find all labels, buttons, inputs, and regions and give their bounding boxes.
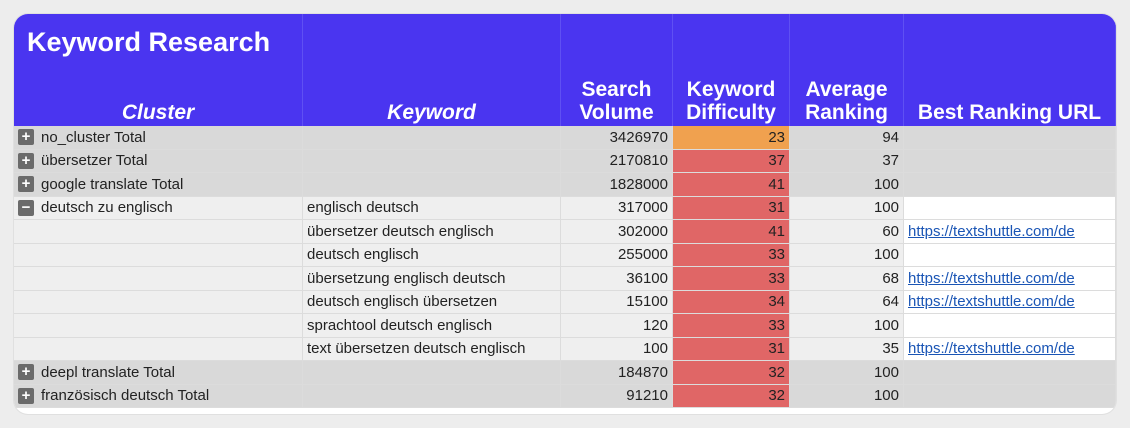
cluster-cell[interactable] <box>14 173 303 197</box>
best-ranking-url-cell[interactable] <box>904 314 1116 338</box>
keyword-cell[interactable] <box>303 150 561 174</box>
header-kd-line1: Keyword <box>686 78 776 101</box>
cluster-cell[interactable] <box>14 150 303 174</box>
cluster-cell[interactable] <box>14 385 303 409</box>
keyword-table <box>14 14 1116 408</box>
average-ranking-cell[interactable]: 68 <box>790 267 904 291</box>
expand-group-icon[interactable]: + <box>18 176 34 192</box>
header-search-volume-line2: Volume <box>579 101 654 124</box>
best-ranking-url-cell[interactable] <box>904 126 1116 150</box>
keyword-difficulty-cell[interactable]: 33 <box>673 314 790 338</box>
spreadsheet-frame <box>14 14 1116 414</box>
best-ranking-url-link[interactable]: https://textshuttle.com/de <box>908 222 1075 240</box>
header-avg-line2: Ranking <box>805 101 888 124</box>
keyword-difficulty-cell[interactable]: 31 <box>673 197 790 221</box>
cluster-cell[interactable] <box>14 126 303 150</box>
keyword-difficulty-cell[interactable]: 32 <box>673 361 790 385</box>
average-ranking-cell[interactable]: 100 <box>790 361 904 385</box>
keyword-difficulty-cell[interactable]: 33 <box>673 244 790 268</box>
expand-group-icon[interactable]: + <box>18 129 34 145</box>
best-ranking-url-cell[interactable] <box>904 197 1116 221</box>
best-ranking-url-cell[interactable] <box>904 150 1116 174</box>
keyword-cell[interactable] <box>303 126 561 150</box>
average-ranking-cell[interactable]: 60 <box>790 220 904 244</box>
best-ranking-url-cell[interactable] <box>904 220 1116 244</box>
cluster-label: deepl translate Total <box>41 363 175 381</box>
cluster-label: deutsch zu englisch <box>41 199 173 217</box>
search-volume-cell[interactable]: 3426970 <box>561 126 673 150</box>
sheet-title: Keyword Research <box>14 14 303 70</box>
header-blank <box>561 14 673 70</box>
cluster-cell[interactable] <box>14 197 303 221</box>
cluster-label: französisch deutsch Total <box>41 387 210 405</box>
best-ranking-url-cell[interactable] <box>904 267 1116 291</box>
header-search-volume[interactable] <box>561 70 673 126</box>
keyword-cell[interactable] <box>303 173 561 197</box>
best-ranking-url-link[interactable]: https://textshuttle.com/de <box>908 269 1075 287</box>
expand-group-icon[interactable]: + <box>18 153 34 169</box>
keyword-difficulty-cell[interactable]: 34 <box>673 291 790 315</box>
search-volume-cell[interactable]: 1828000 <box>561 173 673 197</box>
keyword-difficulty-cell[interactable]: 31 <box>673 338 790 362</box>
average-ranking-cell[interactable]: 94 <box>790 126 904 150</box>
header-kd-line2: Difficulty <box>686 101 776 124</box>
header-blank <box>673 14 790 70</box>
search-volume-cell[interactable]: 15100 <box>561 291 673 315</box>
cluster-cell[interactable] <box>14 267 303 291</box>
header-blank <box>303 14 561 70</box>
keyword-cell[interactable]: deutsch englisch <box>303 244 561 268</box>
keyword-cell[interactable]: text übersetzen deutsch englisch <box>303 338 561 362</box>
best-ranking-url-cell[interactable] <box>904 385 1116 409</box>
keyword-cell[interactable]: sprachtool deutsch englisch <box>303 314 561 338</box>
average-ranking-cell[interactable]: 100 <box>790 314 904 338</box>
search-volume-cell[interactable]: 120 <box>561 314 673 338</box>
keyword-difficulty-cell[interactable]: 41 <box>673 173 790 197</box>
keyword-cell[interactable] <box>303 385 561 409</box>
best-ranking-url-link[interactable]: https://textshuttle.com/de <box>908 340 1075 358</box>
best-ranking-url-link[interactable]: https://textshuttle.com/de <box>908 293 1075 311</box>
best-ranking-url-cell[interactable] <box>904 361 1116 385</box>
average-ranking-cell[interactable]: 100 <box>790 197 904 221</box>
collapse-group-icon[interactable]: − <box>18 200 34 216</box>
header-keyword-difficulty[interactable] <box>673 70 790 126</box>
keyword-difficulty-cell[interactable]: 23 <box>673 126 790 150</box>
keyword-cell[interactable]: übersetzung englisch deutsch <box>303 267 561 291</box>
header-search-volume-line1: Search <box>581 78 652 101</box>
cluster-cell[interactable] <box>14 291 303 315</box>
search-volume-cell[interactable]: 100 <box>561 338 673 362</box>
average-ranking-cell[interactable]: 100 <box>790 244 904 268</box>
keyword-difficulty-cell[interactable]: 37 <box>673 150 790 174</box>
expand-group-icon[interactable]: + <box>18 364 34 380</box>
best-ranking-url-cell[interactable] <box>904 291 1116 315</box>
keyword-cell[interactable]: übersetzer deutsch englisch <box>303 220 561 244</box>
header-avg-line1: Average <box>805 78 888 101</box>
search-volume-cell[interactable]: 36100 <box>561 267 673 291</box>
header-best-ranking-url[interactable]: Best Ranking URL <box>904 70 1116 126</box>
cluster-cell[interactable] <box>14 244 303 268</box>
keyword-cell[interactable] <box>303 361 561 385</box>
keyword-cell[interactable]: englisch deutsch <box>303 197 561 221</box>
keyword-cell[interactable]: deutsch englisch übersetzen <box>303 291 561 315</box>
average-ranking-cell[interactable]: 64 <box>790 291 904 315</box>
header-keyword[interactable]: Keyword <box>303 70 561 126</box>
expand-group-icon[interactable]: + <box>18 388 34 404</box>
cluster-cell[interactable] <box>14 338 303 362</box>
search-volume-cell[interactable]: 255000 <box>561 244 673 268</box>
cluster-cell[interactable] <box>14 220 303 244</box>
cluster-label: google translate Total <box>41 175 184 193</box>
search-volume-cell[interactable]: 91210 <box>561 385 673 409</box>
best-ranking-url-cell[interactable] <box>904 338 1116 362</box>
average-ranking-cell[interactable]: 100 <box>790 173 904 197</box>
cluster-cell[interactable] <box>14 314 303 338</box>
header-average-ranking[interactable] <box>790 70 904 126</box>
search-volume-cell[interactable]: 317000 <box>561 197 673 221</box>
keyword-difficulty-cell[interactable]: 33 <box>673 267 790 291</box>
search-volume-cell[interactable]: 302000 <box>561 220 673 244</box>
keyword-difficulty-cell[interactable]: 41 <box>673 220 790 244</box>
average-ranking-cell[interactable]: 37 <box>790 150 904 174</box>
cluster-label: übersetzer Total <box>41 152 148 170</box>
header-blank <box>904 14 1116 70</box>
search-volume-cell[interactable]: 184870 <box>561 361 673 385</box>
keyword-difficulty-cell[interactable]: 32 <box>673 385 790 409</box>
best-ranking-url-cell[interactable] <box>904 244 1116 268</box>
average-ranking-cell[interactable]: 100 <box>790 385 904 409</box>
search-volume-cell[interactable]: 2170810 <box>561 150 673 174</box>
header-cluster[interactable]: Cluster <box>14 70 303 126</box>
best-ranking-url-cell[interactable] <box>904 173 1116 197</box>
cluster-label: no_cluster Total <box>41 128 146 146</box>
header-blank <box>790 14 904 70</box>
cluster-cell[interactable] <box>14 361 303 385</box>
average-ranking-cell[interactable]: 35 <box>790 338 904 362</box>
